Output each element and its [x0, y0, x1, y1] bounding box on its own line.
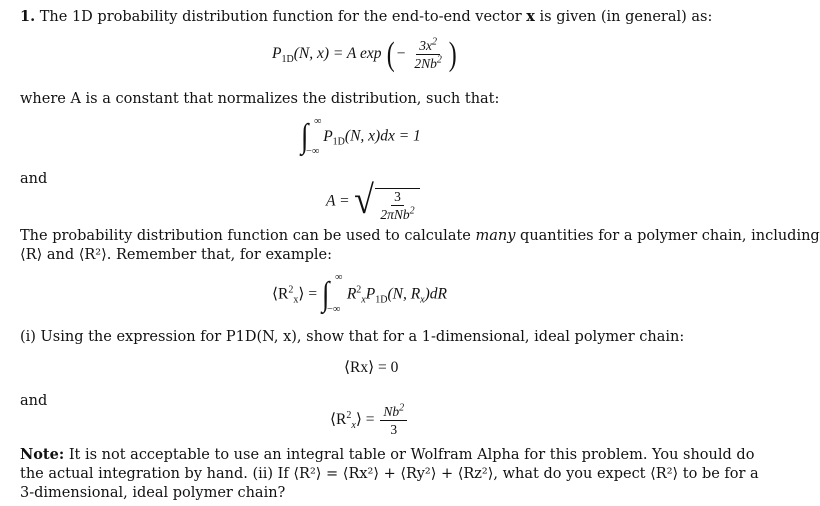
eq1-num-sup: 2: [431, 36, 437, 48]
eq3-lhs: A =: [326, 192, 350, 210]
eq1-den-sup: 2: [436, 54, 442, 66]
where-text: where A is a constant that normalizes the distribution, such that:: [20, 91, 500, 107]
eq4-lhs: ⟨R: [272, 285, 289, 303]
eq4-lhs-sup: 2: [288, 284, 294, 296]
normalization-constant: [326, 177, 420, 222]
eq1-num: 3x: [419, 38, 432, 53]
normalization-integral: [300, 118, 421, 158]
eq6-num-sup: 2: [399, 402, 405, 414]
eq3-num: 3: [391, 189, 404, 206]
para2-emphasis: many: [475, 228, 516, 244]
right-paren: ): [448, 35, 457, 73]
eq3-den-sup: 2: [409, 205, 415, 217]
eq4-rest: (N, R: [387, 285, 421, 303]
vector-symbol: x: [526, 8, 535, 25]
eq4-lhs-end: ⟩ =: [298, 285, 318, 303]
part-i-text: (i) Using the expression for P1D(N, x), show that for a 1-dimensional, ideal polymer chain:: [20, 329, 685, 345]
eq4-upper-limit: ∞: [334, 272, 343, 283]
note-line2: the actual integration by hand. (ii) If ⟨R²⟩ = ⟨Rx²⟩ + ⟨Ry²⟩ + ⟨Rz²⟩, what do you expect ⟨R²⟩ to be for a: [20, 466, 759, 482]
note-label: Note:: [20, 446, 65, 463]
eq1-sub: 1D: [281, 54, 294, 66]
eq6-lhs-sub: x: [351, 420, 356, 432]
eq6-den: 3: [390, 422, 398, 437]
eq4-p-sub: 1D: [375, 294, 388, 306]
eq4-r: R: [346, 285, 357, 303]
eq2-sub: 1D: [332, 136, 345, 148]
eq4-p: P: [365, 285, 376, 303]
eq2-lower-limit: −∞: [306, 146, 320, 157]
eq4-lhs-sub: x: [293, 294, 299, 306]
eq6-fraction: [380, 404, 407, 437]
note-text-1: It is not acceptable to use an integral table or Wolfram Alpha for this problem. You should do: [68, 447, 755, 463]
sqrt: [353, 177, 419, 222]
mean-zero-equation: ⟨Rx⟩ = 0: [344, 359, 399, 376]
eq1-fraction: [411, 38, 445, 71]
para2-line2: ⟨R⟩ and ⟨R²⟩. Remember that, for example:: [20, 247, 332, 263]
eq1-p: P: [272, 45, 282, 63]
and-text-2: and: [20, 393, 48, 409]
question-number: 1.: [20, 8, 36, 25]
eq6-lhs-end: ⟩ =: [355, 411, 375, 429]
integral-sign-2: ∫: [321, 276, 330, 313]
eq6-num: Nb: [383, 404, 400, 419]
note-line3: 3-dimensional, ideal polymer chain?: [20, 485, 286, 501]
eq2-p: P: [323, 127, 333, 145]
integral-sign: ∫: [300, 118, 309, 155]
note-line1: [20, 446, 754, 464]
eq2-upper-limit: ∞: [314, 116, 322, 127]
question-intro: [20, 8, 712, 26]
eq6-lhs: ⟨R: [330, 411, 347, 429]
eq1-den: 2Nb: [414, 56, 437, 71]
eq4-rest-end: )dR: [424, 285, 447, 303]
para2-line1-b: quantities for a polymer chain, including: [520, 228, 820, 244]
moment-integral: [272, 272, 447, 320]
question-intro-end: is given (in general) as:: [539, 9, 713, 25]
eq4-r-sup: 2: [356, 284, 362, 296]
left-paren: (: [387, 35, 396, 73]
eq6-lhs-sup: 2: [346, 409, 352, 421]
eq4-lower-limit: −∞: [326, 304, 341, 315]
sqrt-radical: √: [354, 177, 375, 222]
and-text-1: and: [20, 171, 48, 187]
eq1-args: (N, x) = A exp: [293, 45, 382, 63]
second-moment-result: [330, 404, 409, 437]
eq2-rest: (N, x)dx = 1: [344, 127, 421, 145]
eq4-rest-sub: x: [420, 294, 425, 306]
pdf-equation: [272, 35, 458, 73]
eq4-r-sub: x: [361, 294, 366, 306]
eq1-minus: −: [396, 45, 406, 63]
question-intro-text: The 1D probability distribution function for the end-to-end vector: [39, 9, 522, 25]
para2-line1: [20, 227, 820, 245]
para2-line1-a: The probability distribution function can be used to calculate: [20, 228, 471, 244]
eq3-den: 2πNb: [380, 207, 410, 222]
